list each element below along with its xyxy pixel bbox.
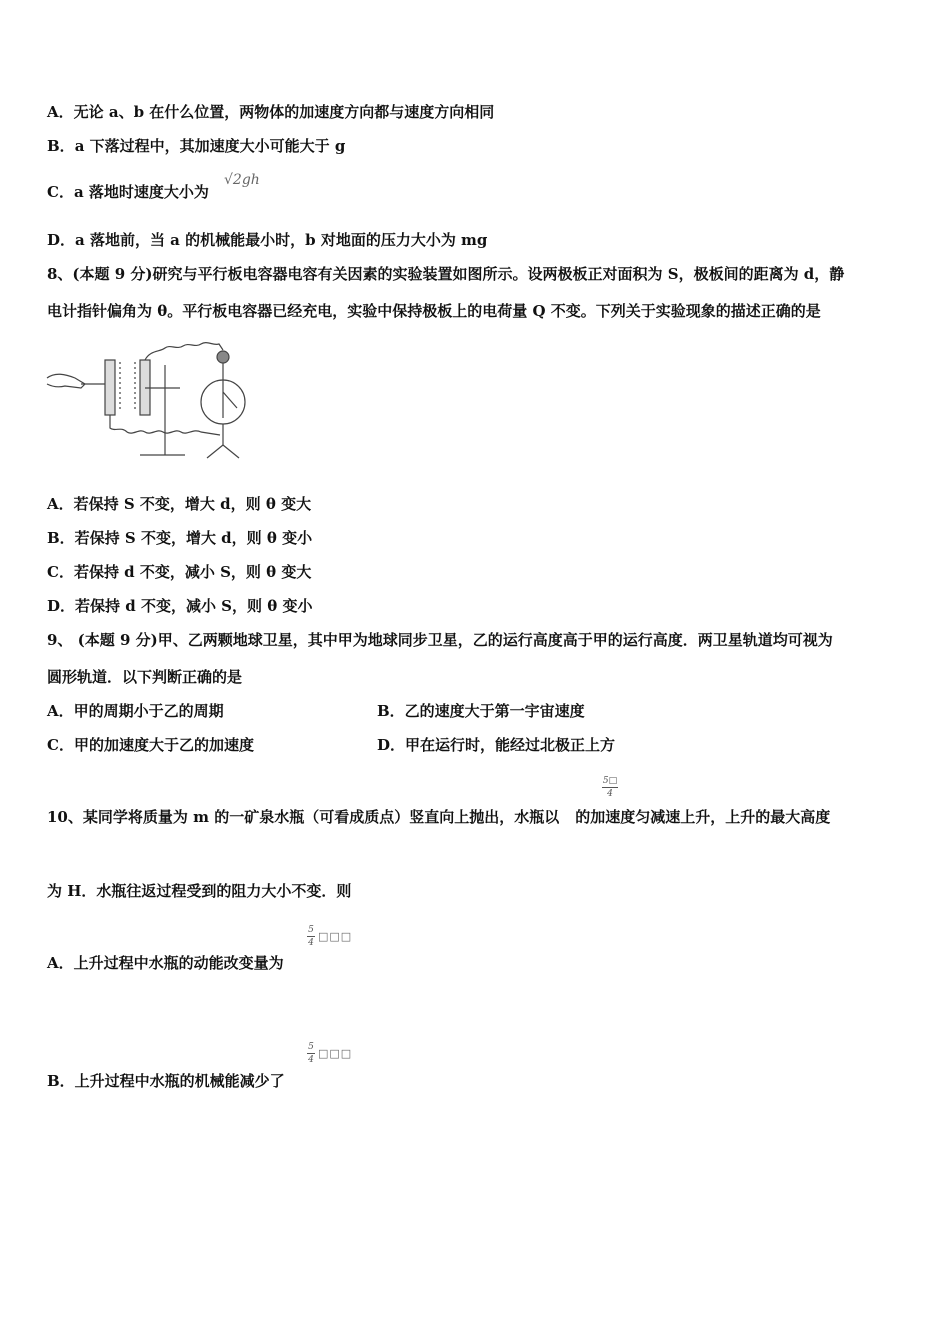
q7-option-b: B．a 下落过程中，其加速度大小可能大于 g — [47, 137, 346, 155]
q8-option-a: A．若保持 S 不变，增大 d，则 θ 变大 — [47, 495, 312, 513]
q9-stem-line1: 9、 (本题 9 分)甲、乙两颗地球卫星，其中甲为地球同步卫星，乙的运行高度高于甲的运行高度．两卫星轨道均可视为 — [47, 631, 833, 649]
q9-option-b: B．乙的速度大于第一宇宙速度 — [377, 702, 585, 720]
q8-option-b: B．若保持 S 不变，增大 d，则 θ 变小 — [47, 529, 313, 547]
q8-stem-line2: 电计指针偏角为 θ。平行板电容器已经充电，实验中保持极板上的电荷量 Q 不变。下列关于实验现象的描述正确的是 — [47, 302, 821, 320]
q9-stem-line2: 圆形轨道．以下判断正确的是 — [47, 668, 243, 686]
q7-option-a: A．无论 a、b 在什么位置，两物体的加速度方向都与速度方向相同 — [47, 103, 495, 121]
q9-option-c: C．甲的加速度大于乙的加速度 — [47, 736, 254, 754]
q9-option-d: D．甲在运行时，能经过北极正上方 — [377, 736, 616, 754]
q7-option-c-formula: √2gh — [224, 172, 260, 188]
q7-option-c: C．a 落地时速度大小为 — [47, 183, 209, 201]
q8-option-d: D．若保持 d 不变，减小 S，则 θ 变小 — [47, 597, 313, 615]
q10-option-a: A．上升过程中水瓶的动能改变量为 — [47, 954, 284, 972]
q10-stem-fraction: 5□ 4 — [602, 776, 618, 799]
q10-stem-line2: 为 H．水瓶往返过程受到的阻力大小不变．则 — [47, 882, 352, 900]
q10-option-b: B．上升过程中水瓶的机械能减少了 — [47, 1072, 285, 1090]
q10-option-b-placeholder: □□□ — [318, 1047, 353, 1060]
hand-icon — [47, 374, 85, 388]
q10-option-b-fraction: 5 4 — [308, 1042, 314, 1065]
q9-option-a: A．甲的周期小于乙的周期 — [47, 702, 224, 720]
q8-option-c: C．若保持 d 不变，减小 S，则 θ 变大 — [47, 563, 312, 581]
capacitor-electroscope-diagram — [45, 340, 260, 465]
q7-option-d: D．a 落地前，当 a 的机械能最小时，b 对地面的压力大小为 mg — [47, 231, 488, 249]
q10-option-a-placeholder: □□□ — [318, 930, 353, 943]
q8-stem-line1: 8、(本题 9 分)研究与平行板电容器电容有关因素的实验装置如图所示。设两极板正对面积为 S，极板间的距离为 d，静 — [47, 265, 845, 283]
q10-stem-line1: 10、某同学将质量为 m 的一矿泉水瓶（可看成质点）竖直向上抛出，水瓶以 的加速度匀减速上升，上升的最大高度 — [47, 808, 831, 826]
q10-option-a-fraction: 5 4 — [308, 925, 314, 948]
